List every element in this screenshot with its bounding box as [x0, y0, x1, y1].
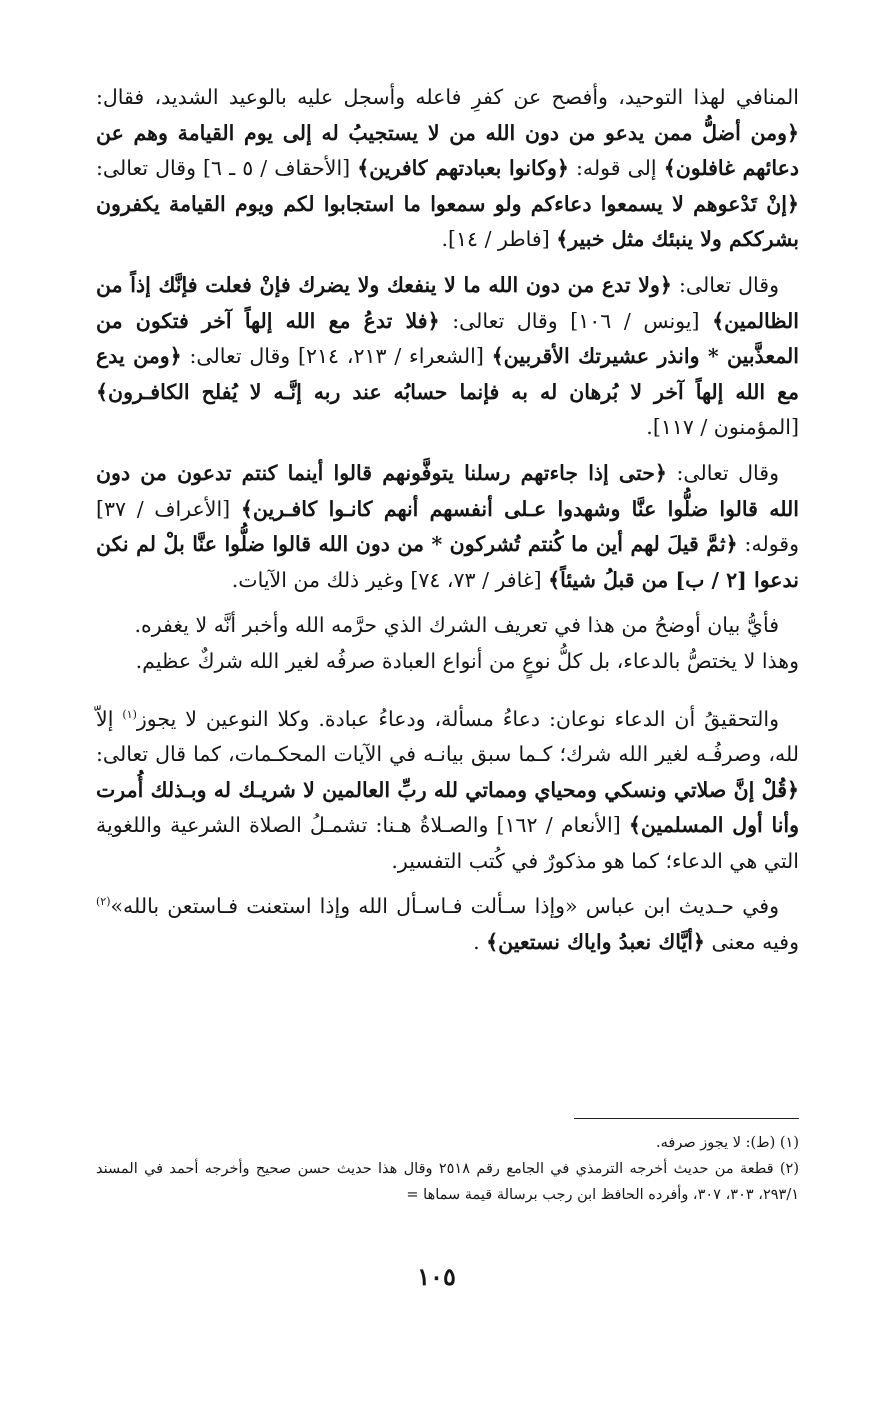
text-segment: [الأنعام / ١٦٢] والصـلاةُ هـنا: تشمـلُ الصلاة الشرعية واللغوية التي هي الدعاء؛ كما هو مذكورٌ في كُتب التفسير.	[96, 813, 799, 873]
page-number: ١٠٥	[417, 1262, 456, 1291]
text-segment: [يونس / ١٠٦] وقال تعالى:	[439, 308, 713, 333]
paragraph-2	[96, 268, 799, 446]
footnote-marker: (١)	[122, 707, 137, 721]
paragraph-1	[96, 80, 799, 258]
text-segment: المنافي لهذا التوحيد، وأفصح عن كفرِ فاعله وأسجل عليه بالوعيد الشديد، فقال:	[96, 85, 799, 109]
footnote-marker: (٢)	[96, 895, 111, 909]
quran-quote: ﴿إنْ تَدْعوهم لا يسمعوا دعاءكم ولو سمعوا ما استجابوا لكم ويوم القيامة يكفرون بشرككم ولا ينبئك مثل خبير﴾	[96, 191, 799, 252]
text-segment: وهذا لا يختصُّ بالدعاء، بل كلُّ نوعٍ من أنواع العبادة صرفُه لغير الله شركٌ عظيم.	[135, 648, 799, 673]
quran-quote: ﴿وكانوا بعبادتهم كافرين﴾	[357, 156, 569, 181]
text-segment: [الأعراف / ٣٧] وقوله:	[96, 496, 799, 557]
quran-quote: ﴿أيَّاك نعبدُ واياك نستعين﴾	[486, 930, 705, 955]
text-segment: [غافر / ٧٣، ٧٤] وغير ذلك من الآيات.	[231, 567, 549, 592]
text-segment: [الشعراء / ٢١٣، ٢١٤] وقال تعالى:	[181, 344, 492, 369]
quran-quote: ﴿قُلْ إنَّ صلاتي ونسكي ومحياي ومماتي لله ربِّ العالمين لا شريـك له وبـذلك أُمرت وأنا أول المسلمين﴾	[96, 777, 800, 838]
paragraph-5	[96, 644, 799, 680]
paragraph-6	[96, 702, 799, 880]
quran-quote: ﴿فلا تدعُ مع الله إلهاً آخر فتكون من المعذَّبين * وانذر عشيرتك الأقربين﴾	[96, 308, 799, 369]
text-segment: وفيه معنى	[704, 930, 799, 955]
main-text	[96, 80, 799, 961]
footnote-1: (١) (ط): لا يجوز صرفه.	[656, 1135, 799, 1151]
quran-quote: ﴿ثمَّ قيلَ لهم أين ما كُنتم تُشركون * من دون الله قالوا ضلُّوا عنَّا بلْ لم نكن ندعوا [٢ / ب] من قبلُ شيئاً﴾	[96, 532, 799, 592]
paragraph-7	[96, 889, 799, 960]
quran-quote: ﴿ومن أضلُّ ممن يدعو من دون الله من لا يستجيبُ له إلى يوم القيامة وهم عن دعائهم غافلون﴾	[96, 120, 799, 181]
text-segment: فأيُّ بيان أوضحُ من هذا في تعريف الشرك الذي حرَّمه الله وأخبر أنَّه لا يغفره.	[134, 613, 779, 638]
text-segment: إلاّ لله، وصرفُـه لغير الله شرك؛ كـما سبق بيانـه في الآيات المحكـمات، كما قال تعالى:	[96, 706, 799, 767]
text-segment: [فاطر / ١٤].	[441, 227, 557, 252]
text-segment: [المؤمنون / ١١٧].	[646, 415, 799, 440]
paragraph-3	[96, 456, 799, 598]
text-segment: وقال تعالى:	[666, 460, 779, 485]
paragraph-4	[96, 608, 799, 644]
text-segment: .	[473, 930, 487, 955]
quran-quote: ﴿حتى إذا جاءتهم رسلنا يتوفَّونهم قالوا أينما كنتم تدعون من دون الله قالوا ضلُّوا عنَّا وشهدوا عـلى أنفسهم أنهم كانـوا كافـرين﴾	[96, 460, 799, 521]
text-segment: وقال تعالى:	[671, 272, 779, 297]
quran-quote: ﴿ولا تدع من دون الله ما لا ينفعك ولا يضرك فإنْ فعلت فإنَّك إذاً من الظالمين﴾	[96, 272, 799, 333]
text-segment: والتحقيقُ أن الدعاء نوعان: دعاءُ مسألة، ودعاءُ عبادة. وكلا النوعين لا يجوز	[136, 706, 780, 731]
footnote-2: (٢) قطعة من حديث أخرجه الترمذي في الجامع رقم ٢٥١٨ وقال هذا حديث حسن صحيح وأخرجه أحمد في المسند ٢٩٣/١، ٣٠٣، ٣٠٧، وأفرده الحافظ ابن رجب برسالة قيمة سماها =	[96, 1161, 799, 1203]
footnotes	[96, 1130, 799, 1208]
text-segment: وفي حـديث ابن عباس «وإذا سـألت فـاسـأل الله وإذا استعنت فـاستعن بالله»	[110, 894, 779, 919]
text-segment: إلى قوله:	[568, 156, 664, 181]
text-segment: [الأحقاف / ٥ ـ ٦] وقال تعالى:	[96, 156, 358, 181]
footnote-separator	[574, 1118, 799, 1119]
quran-quote: ﴿ومن يدع مع الله إلهاً آخر لا بُرهان له به فإنما حسابُه عند ربه إنَّـه لا يُفلح الكافـرون﴾	[96, 344, 799, 404]
